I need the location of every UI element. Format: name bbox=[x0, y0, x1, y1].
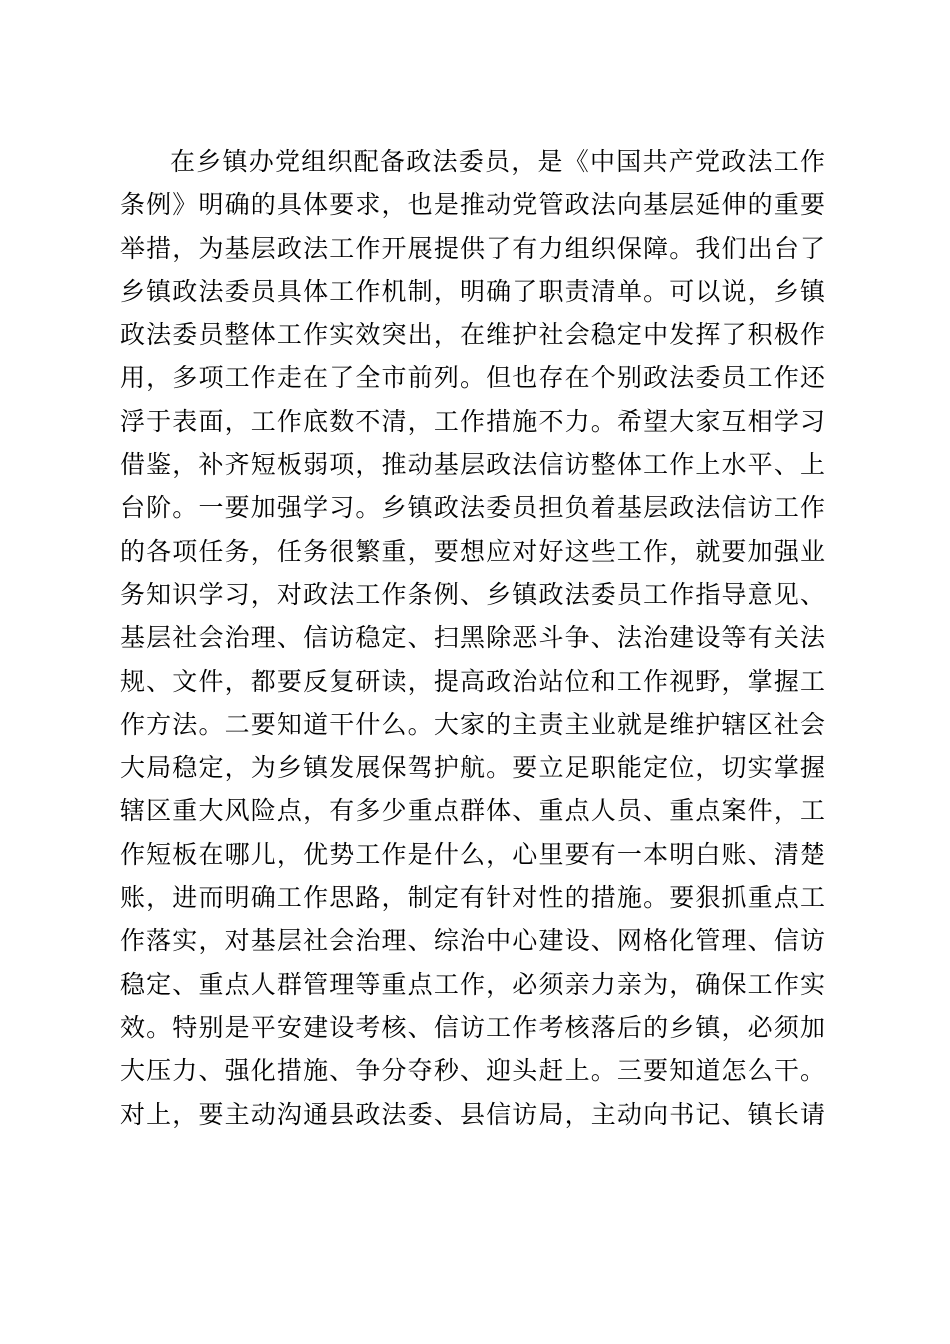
text-line-17: 作短板在哪儿，优势工作是什么，心里要有一本明白账、清楚 bbox=[120, 839, 825, 869]
text-line-3: 举措，为基层政法工作开展提供了有力组织保障。我们出台了 bbox=[120, 233, 825, 263]
text-line-12: 基层社会治理、信访稳定、扫黑除恶斗争、法治建设等有关法 bbox=[120, 623, 825, 653]
text-line-4: 乡镇政法委员具体工作机制，明确了职责清单。可以说，乡镇 bbox=[120, 276, 825, 306]
text-line-18: 账，进而明确工作思路，制定有针对性的措施。要狠抓重点工 bbox=[120, 883, 825, 913]
text-line-8: 借鉴，补齐短板弱项，推动基层政法信访整体工作上水平、上 bbox=[120, 450, 825, 480]
text-line-20: 稳定、重点人群管理等重点工作，必须亲力亲为，确保工作实 bbox=[120, 969, 825, 999]
text-line-22: 大压力、强化措施、争分夺秒、迎头赶上。三要知道怎么干。 bbox=[120, 1056, 825, 1086]
text-line-1: 在乡镇办党组织配备政法委员，是《中国共产党政法工作 bbox=[170, 147, 825, 176]
text-line-2: 条例》明确的具体要求，也是推动党管政法向基层延伸的重要 bbox=[120, 190, 825, 220]
text-line-15: 大局稳定，为乡镇发展保驾护航。要立足职能定位，切实掌握 bbox=[120, 753, 825, 783]
text-line-13: 规、文件，都要反复研读，提高政治站位和工作视野，掌握工 bbox=[120, 666, 825, 696]
text-line-14: 作方法。二要知道干什么。大家的主责主业就是维护辖区社会 bbox=[120, 709, 825, 739]
text-line-5: 政法委员整体工作实效突出，在维护社会稳定中发挥了积极作 bbox=[120, 320, 825, 350]
text-line-7: 浮于表面，工作底数不清，工作措施不力。希望大家互相学习 bbox=[120, 406, 825, 436]
text-line-11: 务知识学习，对政法工作条例、乡镇政法委员工作指导意见、 bbox=[120, 579, 825, 609]
text-line-19: 作落实，对基层社会治理、综治中心建设、网格化管理、信访 bbox=[120, 926, 825, 956]
text-line-9: 台阶。一要加强学习。乡镇政法委员担负着基层政法信访工作 bbox=[120, 493, 825, 523]
text-line-21: 效。特别是平安建设考核、信访工作考核落后的乡镇，必须加 bbox=[120, 1012, 825, 1042]
text-line-16: 辖区重大风险点，有多少重点群体、重点人员、重点案件，工 bbox=[120, 796, 825, 826]
text-line-23: 对上，要主动沟通县政法委、县信访局，主动向书记、镇长请 bbox=[120, 1099, 825, 1129]
body-paragraph bbox=[120, 140, 825, 1136]
text-line-10: 的各项任务，任务很繁重，要想应对好这些工作，就要加强业 bbox=[120, 536, 825, 566]
text-line-6: 用，多项工作走在了全市前列。但也存在个别政法委员工作还 bbox=[120, 363, 825, 393]
